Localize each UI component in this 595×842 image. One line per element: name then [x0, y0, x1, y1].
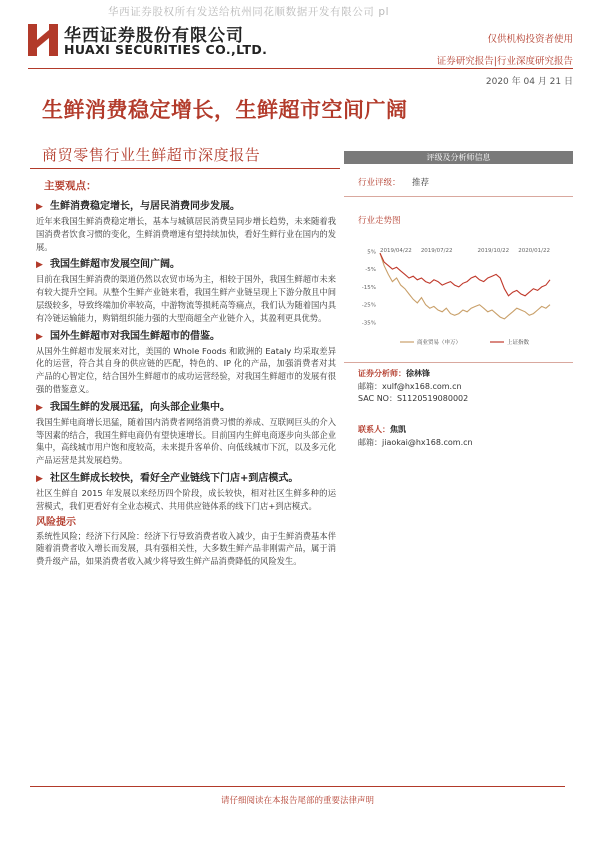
point-heading-1: ▶ 生鲜消费稳定增长，与居民消费同步发展。: [36, 199, 336, 215]
analyst-sac-row: SAC NO：S1120519080002: [358, 394, 469, 403]
point-body-4: 我国生鲜电商增长迅猛，随着国内消费者网络消费习惯的养成、互联网巨头的介入等因素的结合，我国生鲜电商仍有望快速增长。目前国内生鲜电商逐步向头部企业集中，高线城市用户饱和度较高，未来提升客单价、向低线城市下沉，以及多元化产品运营是其发展趋势。: [36, 416, 336, 466]
contact-email-row: 邮箱：jiaokai@hx168.com.cn: [358, 437, 473, 447]
report-title: 生鲜消费稳定增长，生鲜超市空间广阔: [42, 98, 408, 122]
industry-trend-label: 行业走势图: [358, 216, 401, 226]
industry-rating-value: 推荐: [412, 178, 430, 188]
report-date: 2020 年 04 月 21 日: [485, 77, 573, 87]
y-tick-label: -5%: [365, 267, 376, 274]
point-body-1: 近年来我国生鲜消费稳定增长，基本与城镇居民消费呈同步增长趋势，未来随着我国消费者饮食习惯的变化，生鲜消费增速有望持续加快，看好生鲜行业在国内的发展。: [36, 216, 336, 252]
contact-email[interactable]: jiaokai@hx168.com.cn: [382, 437, 473, 447]
report-subtitle: 商贸零售行业生鲜超市深度报告: [42, 146, 261, 164]
analyst-email[interactable]: xulf@hx168.com.cn: [382, 381, 462, 391]
point-heading-4: ▶ 我国生鲜的发展迅猛，向头部企业集中。: [36, 400, 336, 416]
y-tick-label: 5%: [367, 249, 376, 256]
legend-label: 商业贸易（申万）: [417, 340, 462, 346]
watermark: 华西证券股权所有发送给杭州同花顺数据开发有限公司 pl: [108, 6, 390, 18]
analyst-info: [358, 368, 568, 406]
main-content: [36, 178, 336, 568]
analyst-name-row: 证券分析师：徐林锋: [358, 369, 430, 378]
triangle-bullet-icon: ▶: [36, 202, 43, 212]
sidebar-divider: [344, 196, 573, 197]
subtitle-divider: [30, 168, 340, 169]
triangle-bullet-icon: ▶: [36, 260, 43, 271]
point-heading-3: ▶ 国外生鲜超市对我国生鲜超市的借鉴。: [36, 329, 336, 345]
legend-label: 上证指数: [507, 340, 530, 346]
industry-rating-label: 行业评级：: [358, 178, 401, 188]
company-name-cn: 华西证券股份有限公司: [64, 26, 244, 46]
analyst-name: 徐林锋: [406, 369, 430, 378]
legal-disclaimer: 请仔细阅读在本报告尾部的重要法律声明: [220, 796, 374, 806]
analyst-sac-number: S1120519080002: [396, 394, 469, 403]
footer-divider: [30, 786, 565, 787]
y-tick-label: -25%: [361, 302, 376, 309]
header-divider: [28, 68, 573, 69]
risk-body: 系统性风险；经济下行风险：经济下行导致消费者收入减少，由于生鲜消费基本伴随着消费者收入增长而发展，具有强相关性，大多数生鲜产品非刚需产品，属于消费升级产品，如果消费者收入减少将导致生鲜产品消费降低的风险发生。: [36, 530, 336, 567]
main-points-heading: 主要观点：: [44, 180, 97, 192]
report-category-tag: 证券研究报告|行业深度研究报告: [436, 56, 573, 67]
contact-name-row: 联系人：焦凯: [358, 425, 406, 434]
contact-info: [358, 424, 568, 449]
investor-tag: 仅供机构投资者使用: [487, 34, 573, 45]
point-heading-5: ▶ 社区生鲜成长较快，看好全产业链线下门店+到店模式。: [36, 471, 336, 487]
triangle-bullet-icon: ▶: [36, 473, 43, 484]
x-tick-label: 2019/10/22: [477, 248, 510, 254]
point-heading-2: ▶ 我国生鲜超市发展空间广阔。: [36, 257, 336, 273]
triangle-bullet-icon: ▶: [36, 331, 43, 342]
triangle-bullet-icon: ▶: [36, 402, 43, 413]
contact-name: 焦凯: [390, 425, 406, 434]
series-line-0: [380, 253, 550, 319]
trend-chart-svg: [350, 234, 570, 354]
industry-trend-chart: [350, 234, 570, 354]
x-tick-label: 2020/01/22: [518, 248, 550, 254]
sidebar-header: 评级及分析师信息: [344, 151, 573, 164]
analyst-email-row: 邮箱：xulf@hx168.com.cn: [358, 381, 462, 391]
y-tick-label: -35%: [361, 320, 376, 327]
x-tick-label: 2019/07/22: [420, 248, 453, 254]
point-body-3: 从国外生鲜超市发展来对比，美国的 Whole Foods 和欧洲的 Eataly 均采取差异化的运营，符合其自身的供应链的匹配，特色的、IP 化的产品，加强消费者对其产品的心智定位，结合国外生鲜超市的成功运营经验，对我国生鲜超市的发展有很强的借鉴意义。: [36, 345, 336, 394]
x-tick-label: 2019/04/22: [380, 248, 412, 254]
point-body-5: 社区生鲜自 2015 年发展以来经历四个阶段，成长较快，相对社区生鲜多种的运营模式，我们更看好有全业态模式、共用供应链体系的线下门店+到店模式。: [36, 487, 336, 511]
risk-heading: 风险提示: [36, 516, 76, 528]
y-tick-label: -15%: [361, 284, 376, 291]
sidebar-divider: [344, 362, 573, 363]
company-name-en: HUAXI SECURITIES CO.,LTD.: [64, 42, 268, 57]
point-body-2: 目前在我国生鲜消费的渠道仍然以农贸市场为主，相较于国外，我国生鲜超市未来有较大提升空间。从整个生鲜产业链来看，我国生鲜产业链呈现上下游分散且中间层级较多，导致终端加价率较高，中游物流等损耗高等痛点，我们认为随着国内具有冷链运输能力，购销组织能力强的大型商超全产业链介入，其盈利更具优势。: [36, 274, 336, 323]
company-logo-icon: [28, 24, 58, 56]
